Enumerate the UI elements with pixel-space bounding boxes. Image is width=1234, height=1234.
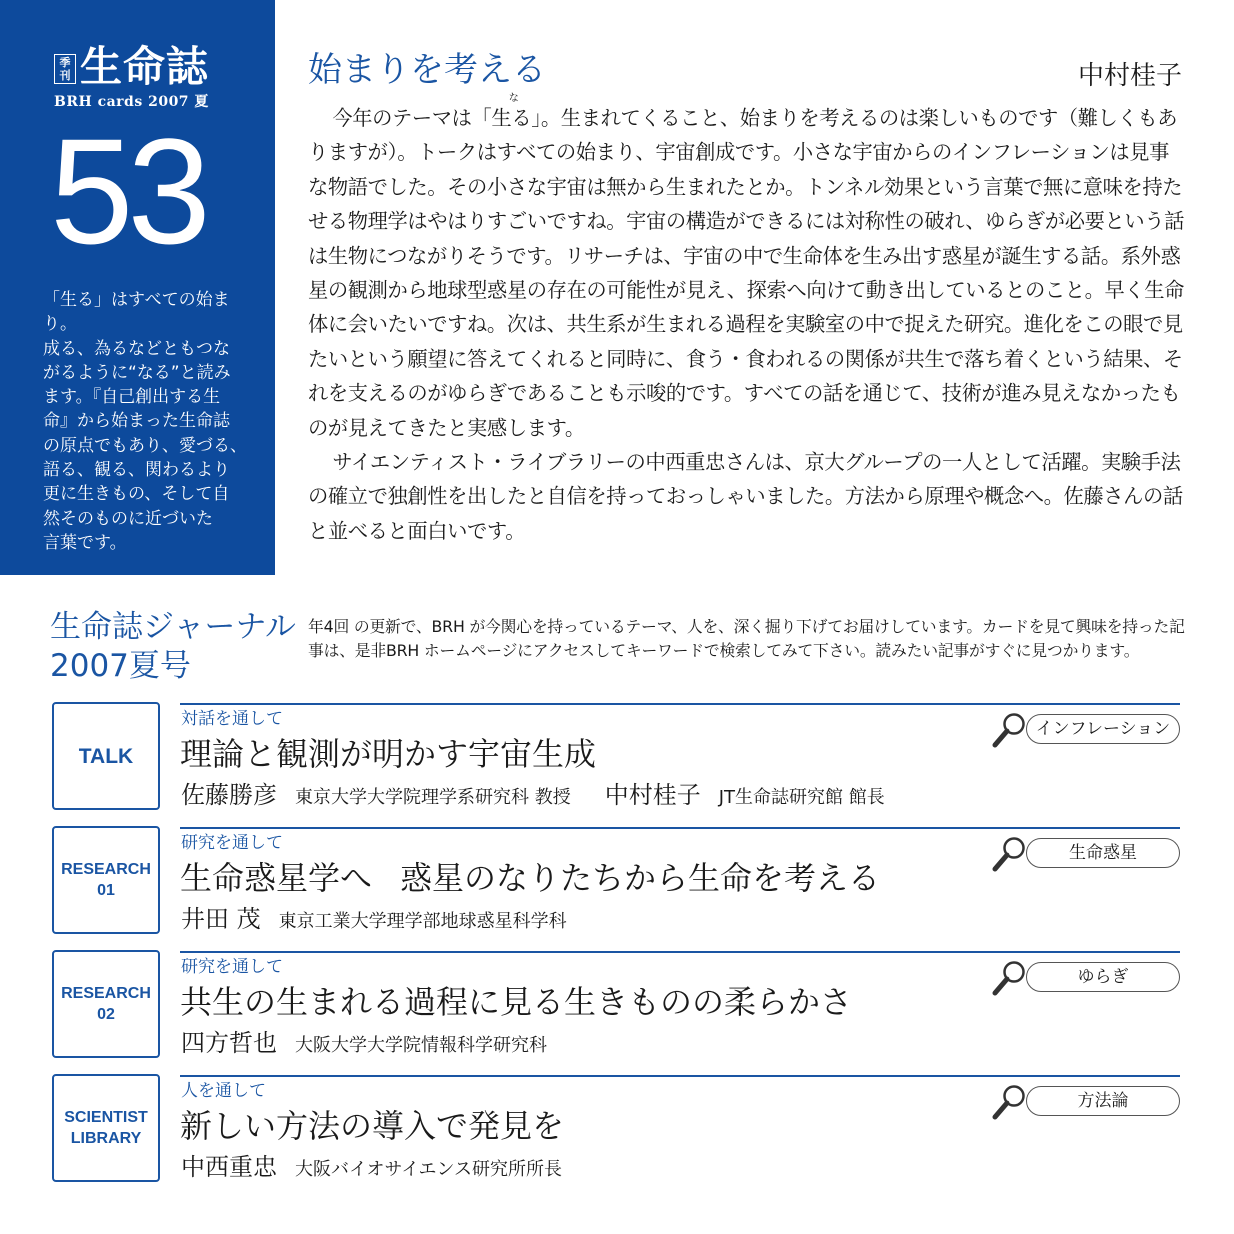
author-affiliation: 東京工業大学理学部地球惑星科学科 <box>278 911 567 932</box>
ruby-reading: な <box>508 93 519 104</box>
search-icon[interactable] <box>990 834 1030 874</box>
headline-sub: 惑星のなりたちから生命を考える <box>400 859 881 897</box>
article-item <box>0 1074 1234 1189</box>
article-byline <box>181 1026 547 1063</box>
essay-text: 今年のテーマは「 <box>332 106 492 130</box>
essay-author: 中村桂子 <box>1077 61 1182 91</box>
article-item <box>0 702 1234 817</box>
divider <box>180 1075 1180 1077</box>
search-icon[interactable] <box>990 958 1030 998</box>
essay-paragraph <box>308 93 1188 445</box>
author-name: 井田 茂 <box>181 905 261 933</box>
essay-title: 始まりを考える <box>308 50 546 90</box>
author-name-2: 中村桂子 <box>604 781 701 809</box>
section-badge: RESEARCH 01 <box>52 826 160 934</box>
author-affiliation-2: JT生命誌研究館 館長 <box>718 787 885 808</box>
section-badge: SCIENTIST LIBRARY <box>52 1074 160 1182</box>
article-item <box>0 826 1234 941</box>
essay-body <box>308 93 1188 548</box>
logo-tag: 季刊 <box>54 54 76 84</box>
divider <box>180 827 1180 829</box>
ruby-word <box>491 93 519 130</box>
article-headline[interactable] <box>180 856 880 900</box>
search-icon[interactable] <box>990 710 1030 750</box>
author-affiliation: 大阪大学大学院情報科学研究科 <box>295 1035 547 1056</box>
article-headline[interactable] <box>180 1104 564 1148</box>
cover-panel <box>0 0 275 575</box>
author-affiliation: 大阪バイオサイエンス研究所所長 <box>295 1159 562 1180</box>
headline-main: 共生の生まれる過程に見る生きものの柔らかさ <box>180 983 853 1021</box>
section-badge: TALK <box>52 702 160 810</box>
headline-main: 理論と観測が明かす宇宙生成 <box>180 735 597 773</box>
divider <box>180 703 1180 705</box>
author-name: 佐藤勝彦 <box>181 781 277 809</box>
logo-title: 生命誌 <box>80 42 210 91</box>
author-name: 四方哲也 <box>181 1029 277 1057</box>
keyword-search-button[interactable]: 方法論 <box>1026 1086 1180 1116</box>
keyword-search-button[interactable]: ゆらぎ <box>1026 962 1180 992</box>
section-badge: RESEARCH 02 <box>52 950 160 1058</box>
article-byline <box>181 778 885 815</box>
headline-main: 生命惑星学へ <box>180 859 373 897</box>
article-headline[interactable] <box>180 980 852 1024</box>
theme-description: 「生る」はすべての始まり。 成る、為るなどともつな がるように“なる”と読み ます。『自己創出する生 命』から始まった生命誌 の原点でもあり、愛づる、 語る、観る、関わるより 更に生きもの、そして自 然そのものに近づいた 言葉です。 <box>43 290 247 553</box>
keyword-search-button[interactable]: インフレーション <box>1026 714 1180 744</box>
article-byline <box>181 1150 562 1187</box>
article-headline[interactable] <box>180 732 596 776</box>
essay-paragraph: サイエンティスト・ライブラリーの中西重忠さんは、京大グループの一人として活躍。実験手法の確立で独創性を出したと自信を持っておっしゃいました。方法から原理や概念へ。佐藤さんの話と並べると面白いです。 <box>308 450 1183 543</box>
article-category: 研究を通して <box>181 957 283 977</box>
article-category: 研究を通して <box>181 833 283 853</box>
logo <box>54 44 234 111</box>
ruby-base: 生 <box>491 106 512 130</box>
journal-title: 生命誌ジャーナル 2007夏号 <box>50 609 296 684</box>
search-icon[interactable] <box>990 1082 1030 1122</box>
essay-text: る」。生まれてくること、始まりを考えるのは楽しいものです（難しくもありますが）。トークはすべての始まり、宇宙創成です。小さな宇宙からのインフレーションは見事な物語でした。その小さな宇宙は無から生まれたとか。トンネル効果という言葉で無に意味を持たせる物理学はやはりすごいですね。宇宙の構造ができるには対称性の破れ、ゆらぎが必要という話は生物につながりそうです。リサーチは、宇宙の中で生命体を生み出す惑星が誕生する話。系外惑星の観測から地球型惑星の存在の可能性が見え、探索へ向けて動き出しているとのこと。早く生命体に会いたいですね。次は、共生系が生まれる過程を実験室の中で捉えた研究。進化をこの眼で見たいという願望に答えてくれると同時に、食う・食われるの関係が共生で落ち着くという結果、それを支えるのがゆらぎであることも示唆的です。すべての話を通じて、技術が進み見えなかったものが見えてきたと実感します。 <box>308 106 1184 440</box>
article-item <box>0 950 1234 1065</box>
headline-main: 新しい方法の導入で発見を <box>180 1107 565 1145</box>
issue-number: 53 <box>50 107 205 275</box>
logo-subtitle: BRH cards 2007 夏 <box>54 94 209 110</box>
divider <box>180 951 1180 953</box>
journal-intro: 年4回 の更新で、BRH が今関心を持っているテーマ、人を、深く掘り下げてお届けしています。カードを見て興味を持った記事は、是非BRH ホームページにアクセスしてキーワードで検索してみて下さい。読みたい記事がすぐに見つかります。 <box>308 617 1185 661</box>
keyword-search-button[interactable]: 生命惑星 <box>1026 838 1180 868</box>
author-name: 中西重忠 <box>181 1153 277 1181</box>
article-category: 人を通して <box>181 1081 266 1101</box>
article-category: 対話を通して <box>181 709 283 729</box>
article-byline <box>181 902 567 939</box>
author-affiliation: 東京大学大学院理学系研究科 教授 <box>295 787 571 808</box>
